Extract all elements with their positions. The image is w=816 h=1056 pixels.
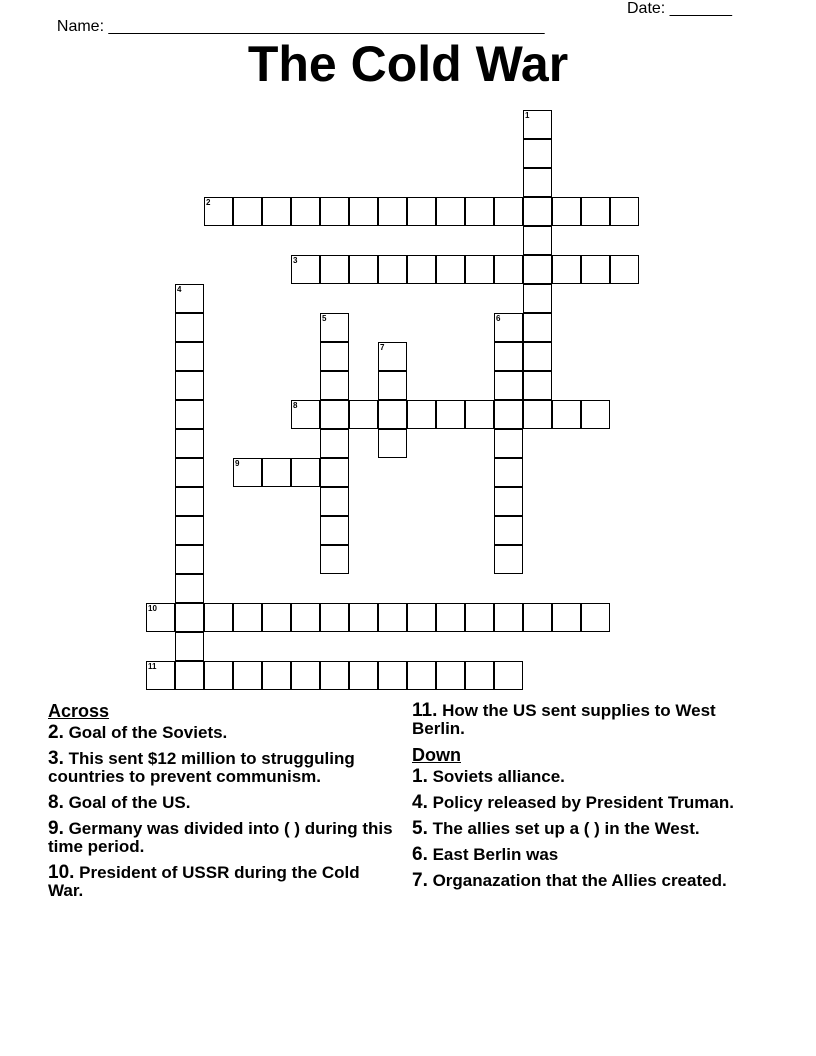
grid-cell[interactable] xyxy=(175,342,204,371)
grid-cell[interactable] xyxy=(204,197,233,226)
clue-text: The allies set up a ( ) in the West. xyxy=(427,819,700,838)
down-clue xyxy=(412,820,757,838)
grid-cell[interactable] xyxy=(378,255,407,284)
grid-cell[interactable] xyxy=(175,313,204,342)
grid-cell[interactable] xyxy=(204,603,233,632)
grid-cell[interactable] xyxy=(175,487,204,516)
name-field[interactable]: Name: _________________________________________________ xyxy=(56,18,545,35)
clue-num: 2. xyxy=(48,722,64,743)
grid-cell[interactable] xyxy=(175,545,204,574)
grid-cell[interactable] xyxy=(581,197,610,226)
grid-cell[interactable] xyxy=(523,226,552,255)
grid-cell[interactable] xyxy=(262,458,291,487)
grid-cell[interactable] xyxy=(175,371,204,400)
across-clue xyxy=(48,794,393,812)
clue-num: 8. xyxy=(48,792,64,813)
grid-cell[interactable] xyxy=(320,603,349,632)
grid-cell[interactable] xyxy=(494,255,523,284)
grid-cell[interactable] xyxy=(291,197,320,226)
grid-cell[interactable] xyxy=(320,313,349,342)
clue-text: How the US sent supplies to West Berlin. xyxy=(412,701,716,738)
grid-cell[interactable] xyxy=(494,661,523,690)
grid-cell[interactable] xyxy=(407,603,436,632)
grid-cell[interactable] xyxy=(378,371,407,400)
grid-cell[interactable] xyxy=(378,197,407,226)
clue-num: 7. xyxy=(412,870,428,891)
clue-num: 9. xyxy=(48,818,64,839)
grid-cell[interactable] xyxy=(494,429,523,458)
clue-number: 1 xyxy=(525,111,530,120)
grid-cell[interactable] xyxy=(494,458,523,487)
page-title: The Cold War xyxy=(247,36,569,92)
clue-num: 11. xyxy=(412,700,438,721)
clue-number: 9 xyxy=(235,459,240,468)
grid-cell[interactable] xyxy=(291,603,320,632)
grid-cell[interactable] xyxy=(378,342,407,371)
grid-cell[interactable] xyxy=(523,139,552,168)
grid-cell[interactable] xyxy=(175,458,204,487)
grid-cell[interactable] xyxy=(320,400,349,429)
clue-number: 8 xyxy=(293,401,298,410)
grid-cell[interactable] xyxy=(378,603,407,632)
grid-cell[interactable] xyxy=(610,197,639,226)
grid-cell[interactable] xyxy=(523,400,552,429)
down-clue xyxy=(412,872,757,890)
clue-text: Goal of the Soviets. xyxy=(63,723,228,742)
grid-cell[interactable] xyxy=(407,255,436,284)
grid-cell[interactable] xyxy=(436,400,465,429)
grid-cell[interactable] xyxy=(233,458,262,487)
across-clue xyxy=(48,820,393,856)
grid-cell[interactable] xyxy=(320,516,349,545)
clue-num: 3. xyxy=(48,748,64,769)
grid-cell[interactable] xyxy=(291,400,320,429)
clue-text: Policy released by President Truman. xyxy=(427,793,734,812)
grid-cell[interactable] xyxy=(320,661,349,690)
across-clue xyxy=(48,750,393,786)
clue-number: 3 xyxy=(293,256,298,265)
clue-text: This sent $12 million to strugguling countries to prevent communism. xyxy=(48,749,355,786)
grid-cell[interactable] xyxy=(349,661,378,690)
grid-cell[interactable] xyxy=(552,255,581,284)
grid-cell[interactable] xyxy=(407,197,436,226)
grid-cell[interactable] xyxy=(552,603,581,632)
grid-cell[interactable] xyxy=(175,516,204,545)
across-heading: Across xyxy=(48,701,110,721)
grid-cell[interactable] xyxy=(523,342,552,371)
clue-text: Goal of the US. xyxy=(63,793,191,812)
grid-cell[interactable] xyxy=(465,197,494,226)
grid-cell[interactable] xyxy=(320,255,349,284)
grid-cell[interactable] xyxy=(175,284,204,313)
grid-cell[interactable] xyxy=(494,603,523,632)
grid-cell[interactable] xyxy=(552,400,581,429)
grid-cell[interactable] xyxy=(349,197,378,226)
grid-cell[interactable] xyxy=(494,545,523,574)
grid-cell[interactable] xyxy=(349,603,378,632)
clue-number: 2 xyxy=(206,198,211,207)
grid-cell[interactable] xyxy=(175,661,204,690)
clue-num: 4. xyxy=(412,792,428,813)
grid-cell[interactable] xyxy=(204,661,233,690)
across-clue xyxy=(48,724,393,742)
grid-cell[interactable] xyxy=(523,255,552,284)
grid-cell[interactable] xyxy=(175,574,204,603)
grid-cell[interactable] xyxy=(552,197,581,226)
grid-cell[interactable] xyxy=(262,661,291,690)
down-clues xyxy=(412,768,757,890)
grid-cell[interactable] xyxy=(523,284,552,313)
grid-cell[interactable] xyxy=(610,255,639,284)
clues-left-column xyxy=(48,702,393,908)
grid-cell[interactable] xyxy=(175,603,204,632)
grid-cell[interactable] xyxy=(436,255,465,284)
grid-cell[interactable] xyxy=(146,603,175,632)
across-clues xyxy=(48,724,393,900)
clue-number: 11 xyxy=(148,662,157,671)
grid-cell[interactable] xyxy=(523,313,552,342)
grid-cell[interactable] xyxy=(320,487,349,516)
clue-number: 6 xyxy=(496,314,501,323)
grid-cell[interactable] xyxy=(291,458,320,487)
grid-cell[interactable] xyxy=(175,429,204,458)
grid-cell[interactable] xyxy=(523,371,552,400)
grid-cell[interactable] xyxy=(320,429,349,458)
grid-cell[interactable] xyxy=(291,255,320,284)
grid-cell[interactable] xyxy=(233,661,262,690)
clue-text: President of USSR during the Cold War. xyxy=(48,863,360,900)
clue-text: Organazation that the Allies created. xyxy=(427,871,727,890)
clue-number: 4 xyxy=(177,285,182,294)
clue-num: 1. xyxy=(412,766,428,787)
grid-cell[interactable] xyxy=(581,603,610,632)
grid-cell[interactable] xyxy=(465,603,494,632)
grid-cell[interactable] xyxy=(436,197,465,226)
grid-cell[interactable] xyxy=(523,603,552,632)
grid-cell[interactable] xyxy=(407,400,436,429)
clue-num: 10. xyxy=(48,862,75,883)
clue-number: 5 xyxy=(322,314,327,323)
clue-text: Germany was divided into ( ) during this time period. xyxy=(48,819,393,856)
grid-cell[interactable] xyxy=(262,197,291,226)
grid-cell[interactable] xyxy=(407,661,436,690)
grid-cell[interactable] xyxy=(175,632,204,661)
grid-cell[interactable] xyxy=(320,342,349,371)
down-clue xyxy=(412,768,757,786)
grid-cell[interactable] xyxy=(465,661,494,690)
clue-text: East Berlin was xyxy=(427,845,559,864)
grid-cell[interactable] xyxy=(320,545,349,574)
grid-cell[interactable] xyxy=(494,516,523,545)
grid-cell[interactable] xyxy=(233,197,262,226)
grid-cell[interactable] xyxy=(494,371,523,400)
clue-text: Soviets alliance. xyxy=(427,767,565,786)
grid-cell[interactable] xyxy=(581,255,610,284)
grid-cell[interactable] xyxy=(233,603,262,632)
grid-cell[interactable] xyxy=(320,197,349,226)
grid-cell[interactable] xyxy=(494,197,523,226)
across-clues-continued xyxy=(412,702,757,738)
grid-cell[interactable] xyxy=(494,342,523,371)
date-field[interactable]: Date: _______ xyxy=(627,0,732,17)
clue-number: 10 xyxy=(148,604,157,613)
grid-cell[interactable] xyxy=(320,458,349,487)
clue-number: 7 xyxy=(380,343,385,352)
grid-cell[interactable] xyxy=(175,400,204,429)
grid-cell[interactable] xyxy=(523,110,552,139)
grid-cell[interactable] xyxy=(349,255,378,284)
across-clue xyxy=(412,702,757,738)
grid-cell[interactable] xyxy=(523,197,552,226)
grid-cell[interactable] xyxy=(378,429,407,458)
grid-cell[interactable] xyxy=(262,603,291,632)
down-clue xyxy=(412,794,757,812)
across-clue xyxy=(48,864,393,900)
grid-cell[interactable] xyxy=(146,661,175,690)
grid-cell[interactable] xyxy=(320,371,349,400)
grid-cell[interactable] xyxy=(494,400,523,429)
down-heading: Down xyxy=(412,745,461,765)
clues-right-column xyxy=(412,702,757,898)
grid-cell[interactable] xyxy=(465,255,494,284)
grid-cell[interactable] xyxy=(349,400,378,429)
grid-cell[interactable] xyxy=(436,603,465,632)
clue-num: 6. xyxy=(412,844,428,865)
down-clue xyxy=(412,846,757,864)
grid-cell[interactable] xyxy=(378,400,407,429)
grid-cell[interactable] xyxy=(494,487,523,516)
grid-cell[interactable] xyxy=(291,661,320,690)
grid-cell[interactable] xyxy=(436,661,465,690)
grid-cell[interactable] xyxy=(581,400,610,429)
grid-cell[interactable] xyxy=(494,313,523,342)
grid-cell[interactable] xyxy=(465,400,494,429)
grid-cell[interactable] xyxy=(523,168,552,197)
grid-cell[interactable] xyxy=(378,661,407,690)
clue-num: 5. xyxy=(412,818,428,839)
